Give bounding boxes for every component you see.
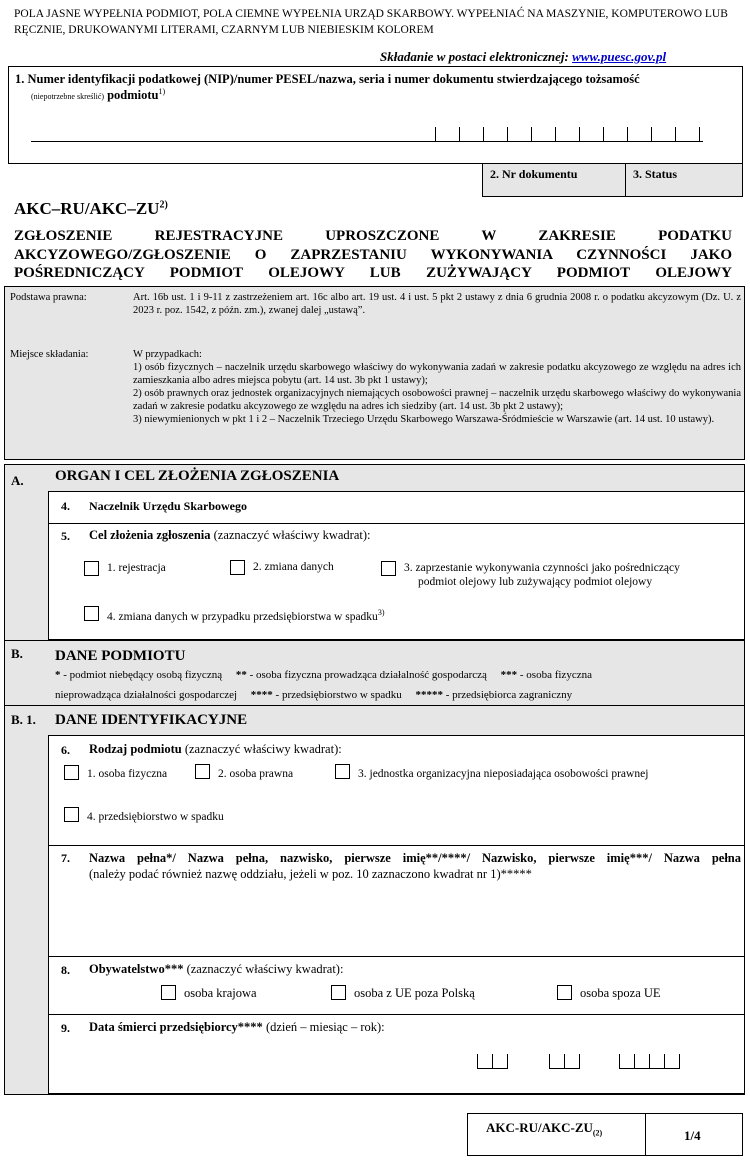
char-box-tick: [651, 127, 652, 141]
field-2-box: [482, 163, 626, 197]
field-8-num: 8.: [61, 963, 70, 977]
field-7-hint: (należy podać również nazwę oddziału, jeżeli w poz. 10 zaznaczono kwadrat nr 1)*****: [89, 867, 532, 881]
checkbox-przedsiebiorstwo-spadek[interactable]: [64, 807, 79, 822]
legend-mark-4: ****: [250, 689, 273, 701]
footer-code-sup: (2): [592, 1128, 603, 1138]
footer-page: 1/4: [684, 1128, 701, 1143]
option-zmiana-spadek[interactable]: [84, 606, 384, 624]
checkbox-zmiana-danych[interactable]: [230, 560, 245, 575]
footer-code-box: [467, 1113, 646, 1156]
place-intro: W przypadkach:: [133, 349, 202, 360]
legend-mark-5: *****: [415, 689, 443, 701]
field-6-box: [48, 735, 745, 846]
field-1-label-line2: [31, 87, 165, 103]
field-8-hint: (zaznaczyć właściwy kwadrat):: [183, 962, 344, 976]
option-zaprzestanie-label: [404, 561, 680, 589]
checkbox-osoba-spoza-ue[interactable]: [557, 985, 572, 1000]
field-7-box[interactable]: [48, 845, 745, 957]
checkbox-jednostka[interactable]: [335, 764, 350, 779]
place-1: 1) osób fizycznych – naczelnik urzędu skarbowego właściwy do wykonywania zadań w zakresie podatku akcyzowego ze względu na adres ich zamieszkania albo adres miejsca pobytu (art. 14 ust. 3b pkt 1 ustawy);: [133, 362, 741, 386]
legend-text-3b: nieprowadząca działalności gospodarczej: [55, 689, 238, 701]
option-rejestracja[interactable]: [84, 561, 166, 576]
form-code-text: AKC–RU/AKC–ZU: [14, 199, 160, 218]
option-zaprzestanie-line2: podmiot olejowy lub zużywający podmiot olejowy: [418, 576, 653, 588]
legend-text-5: - przedsiębiorca zagraniczny: [442, 689, 573, 701]
place-3: 3) niewymienionych w pkt 1 i 2 – Naczelnik Trzeciego Urzędu Skarbowego Warszawa-Śródmieście w Warszawie (art. 14 ust. 10 ustawy).: [133, 414, 715, 425]
footer-page-box: [645, 1113, 743, 1156]
form-code: [14, 199, 168, 219]
char-box-tick: [627, 127, 628, 141]
option-osoba-krajowa[interactable]: [161, 985, 257, 1000]
form-code-sup: 2): [159, 199, 168, 211]
legal-info-box: [4, 286, 745, 460]
field-3-label: 3. Status: [633, 167, 678, 181]
section-b1-title: DANE IDENTYFIKACYJNE: [55, 712, 248, 728]
checkbox-zaprzestanie[interactable]: [381, 561, 396, 576]
date-char-tick: [619, 1054, 620, 1069]
field-7-label: Nazwa pełna*/ Nazwa pełna, nazwisko, pierwsze imię**/****/ Nazwisko, pierwsze imię***/ Nazwa pełna: [89, 851, 741, 865]
option-osoba-spoza-ue-label: osoba spoza UE: [580, 986, 661, 1000]
field-6-hint: (zaznaczyć właściwy kwadrat):: [181, 742, 342, 756]
date-char-tick: [634, 1054, 635, 1069]
char-box-tick: [483, 127, 484, 141]
field-6-label: [89, 742, 342, 757]
checkbox-rejestracja[interactable]: [84, 561, 99, 576]
char-box-tick: [675, 127, 676, 141]
date-char-tick: [649, 1054, 650, 1069]
option-zmiana-spadek-text: 4. zmiana danych w przypadku przedsiębiorstwa w spadku: [107, 610, 378, 623]
field-5-hint: (zaznaczyć właściwy kwadrat):: [210, 528, 371, 542]
char-box-tick: [555, 127, 556, 141]
field-2-label: 2. Nr dokumentu: [490, 167, 578, 181]
field-9-hint: (dzień – miesiąc – rok):: [262, 1020, 385, 1034]
checkbox-osoba-krajowa[interactable]: [161, 985, 176, 1000]
submission-link[interactable]: www.puesc.gov.pl: [572, 49, 667, 64]
field-5-label: [89, 528, 370, 543]
field-1-label: 1. Numer identyfikacji podatkowej (NIP)/numer PESEL/nazwa, seria i numer dokumentu stwierdzającego tożsamość: [15, 72, 640, 86]
header-instructions: POLA JASNE WYPEŁNIA PODMIOT, POLA CIEMNE WYPEŁNIA URZĄD SKARBOWY. WYPEŁNIAĆ NA MASZYNIE, KOMPUTEROWO LUB RĘCZNIE, DRUKOWANYMI LITERAMI, CZARNYM LUB NIEBIESKIM KOLOREM: [14, 8, 728, 36]
checkbox-zmiana-spadek[interactable]: [84, 606, 99, 621]
submission-note: [380, 49, 666, 65]
field-9-label: [89, 1020, 385, 1035]
option-zaprzestanie[interactable]: [381, 561, 680, 589]
basis-label: Podstawa prawna:: [10, 292, 87, 303]
option-osoba-fizyczna-label: 1. osoba fizyczna: [87, 768, 168, 780]
section-b-title: DANE PODMIOTU: [55, 648, 186, 664]
option-przedsiebiorstwo-spadek-label: 4. przedsiębiorstwo w spadku: [87, 811, 224, 823]
footer-code: [486, 1120, 602, 1138]
option-osoba-prawna-label: 2. osoba prawna: [218, 768, 294, 780]
date-char-tick: [564, 1054, 565, 1069]
field-9-label-text: Data śmierci przedsiębiorcy****: [89, 1020, 263, 1034]
place-label: Miejsce składania:: [10, 349, 89, 360]
legend-line2: [55, 689, 572, 701]
legend-text-2: - osoba fizyczna prowadząca działalność gospodarczą: [246, 669, 487, 681]
option-rejestracja-label: 1. rejestracja: [107, 562, 166, 574]
legend-mark-1: *: [55, 669, 61, 681]
section-b: [4, 640, 745, 706]
legend-mark-3: ***: [500, 669, 518, 681]
field-4-num: 4.: [61, 499, 70, 513]
date-char-tick: [477, 1054, 478, 1069]
option-zmiana-danych-label: 2. zmiana danych: [253, 561, 334, 573]
legend-mark-2: **: [235, 669, 247, 681]
option-zmiana-danych[interactable]: [230, 560, 334, 575]
field-1-box[interactable]: [8, 66, 743, 164]
char-box-tick: [459, 127, 460, 141]
section-a-letter: A.: [11, 473, 24, 488]
date-char-tick: [664, 1054, 665, 1069]
option-osoba-prawna[interactable]: [195, 764, 293, 781]
section-a-title: ORGAN I CEL ZŁOŻENIA ZGŁOSZENIA: [55, 468, 340, 484]
legend-line1: [55, 669, 592, 681]
option-przedsiebiorstwo-spadek[interactable]: [64, 807, 224, 824]
option-osoba-fizyczna[interactable]: [64, 765, 167, 781]
option-zmiana-spadek-label: [107, 606, 384, 624]
field-5-label-text: Cel złożenia zgłoszenia: [89, 528, 211, 542]
checkbox-osoba-ue[interactable]: [331, 985, 346, 1000]
date-char-tick: [507, 1054, 508, 1069]
section-b1-letter: B. 1.: [11, 712, 36, 727]
field-6-num: 6.: [61, 743, 70, 757]
basis-text: Art. 16b ust. 1 i 9-11 z zastrzeżeniem art. 16c albo art. 19 ust. 4 i ust. 5 pkt 2 ustawy z dnia 6 grudnia 2008 r. o podatku akcyzowym (Dz. U. z 2023 r. poz. 1542, z późn. zm.), zwanej dalej „ustawą”.: [133, 292, 741, 316]
field-5-box: [48, 523, 745, 640]
section-b-letter: B.: [11, 646, 23, 661]
field-7-label-wrap: [89, 850, 741, 882]
option-osoba-ue-label: osoba z UE poza Polską: [354, 986, 475, 1000]
field-1-sup: 1): [158, 87, 166, 96]
option-jednostka[interactable]: [335, 764, 648, 781]
option-osoba-krajowa-label: osoba krajowa: [184, 986, 257, 1000]
date-char-tick: [549, 1054, 550, 1069]
char-box-tick: [531, 127, 532, 141]
place-text: [133, 348, 741, 426]
field-9-num: 9.: [61, 1021, 70, 1035]
field-4-box[interactable]: [48, 491, 745, 524]
option-osoba-ue[interactable]: [331, 985, 475, 1000]
form-title: ZGŁOSZENIE REJESTRACYJNE UPROSZCZONE W ZAKRESIE PODATKU AKCYZOWEGO/ZGŁOSZENIE O ZAPRZESTANIU WYKONYWANIA CZYNNOŚCI JAKO POŚREDNICZĄCY PODMIOT OLEJOWY LUB ZUŻYWAJĄCY PODMIOT OLEJOWY: [14, 228, 732, 281]
checkbox-osoba-prawna[interactable]: [195, 764, 210, 779]
char-box-tick: [699, 127, 700, 141]
field-3-box: [625, 163, 743, 197]
char-box-tick: [435, 127, 436, 141]
char-box-tick: [603, 127, 604, 141]
option-jednostka-label: 3. jednostka organizacyjna nieposiadająca osobowości prawnej: [358, 768, 649, 780]
field-8-label: [89, 962, 343, 977]
field-1-underline: [31, 141, 703, 142]
field-6-label-text: Rodzaj podmiotu: [89, 742, 182, 756]
field-1-label2: podmiotu: [107, 88, 159, 102]
char-box-tick: [579, 127, 580, 141]
date-char-tick: [679, 1054, 680, 1069]
field-8-box: [48, 956, 745, 1015]
date-char-tick: [579, 1054, 580, 1069]
field-8-label-text: Obywatelstwo***: [89, 962, 184, 976]
place-2: 2) osób prawnych oraz jednostek organizacyjnych niemających osobowości prawnej – naczelnik urzędu skarbowego właściwy do wykonywania zadań w zakresie podatku akcyzowego ze względu na adres ich siedziby (art. 14 ust. 3b pkt 2 ustawy);: [133, 388, 741, 412]
date-char-tick: [492, 1054, 493, 1069]
field-4-label: Naczelnik Urzędu Skarbowego: [89, 499, 247, 513]
legend-text-1: - podmiot niebędący osobą fizyczną: [60, 669, 223, 681]
char-box-tick: [507, 127, 508, 141]
field-9-box[interactable]: [48, 1014, 745, 1094]
submission-prefix: Składanie w postaci elektronicznej:: [380, 49, 573, 64]
option-zaprzestanie-line1: 3. zaprzestanie wykonywania czynności jako pośredniczący: [404, 562, 680, 574]
footer-code-text: AKC-RU/AKC-ZU: [486, 1120, 593, 1135]
legend-text-3: - osoba fizyczna: [517, 669, 592, 681]
option-zmiana-spadek-sup: 3): [377, 608, 385, 617]
field-7-num: 7.: [61, 851, 70, 865]
field-5-num: 5.: [61, 529, 70, 543]
legend-text-4: - przedsiębiorstwo w spadku: [272, 689, 402, 701]
checkbox-osoba-fizyczna[interactable]: [64, 765, 79, 780]
field-1-note: (niepotrzebne skreślić): [31, 92, 105, 101]
option-osoba-spoza-ue[interactable]: [557, 985, 661, 1000]
